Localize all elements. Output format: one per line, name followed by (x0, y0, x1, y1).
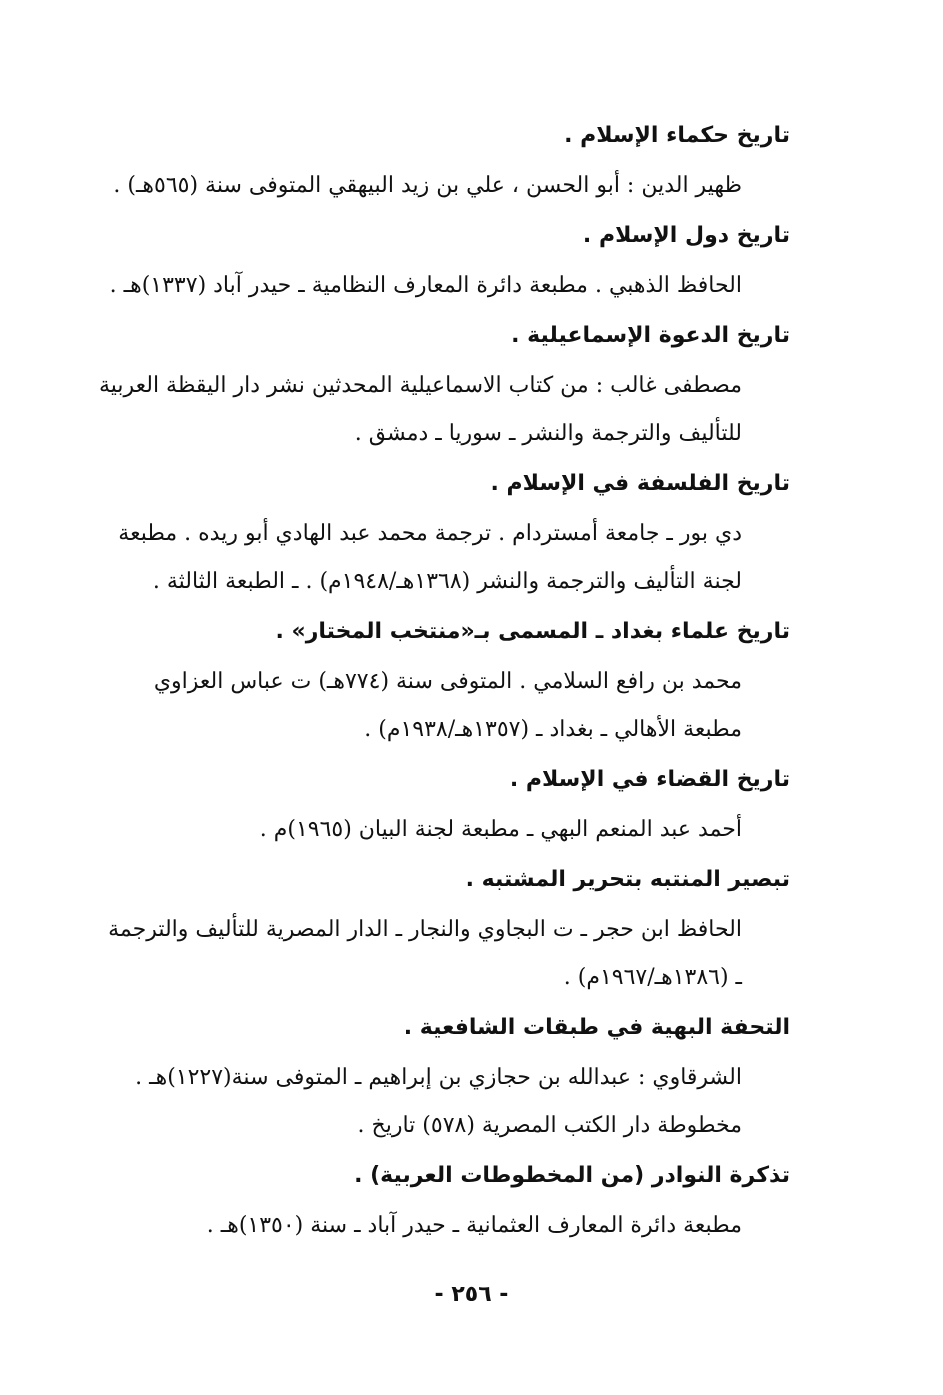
bibliography-entry (100, 862, 790, 1002)
bibliography-entry (100, 218, 790, 310)
entry-title: تاريخ الدعوة الإسماعيلية . (511, 323, 790, 348)
entry-details (100, 658, 790, 754)
entry-detail-line: لجنة التأليف والترجمة والنشر (١٣٦٨هـ/١٩٤٨م) . ـ الطبعة الثالثة . (152, 569, 742, 594)
page-number: - ٢٥٦ - (434, 1282, 509, 1307)
entry-detail-line: الحافظ الذهبي . مطبعة دائرة المعارف النظامية ـ حيدر آباد (١٣٣٧)هـ . (109, 273, 742, 298)
entry-title: تاريخ دول الإسلام . (582, 223, 790, 248)
entry-details (100, 510, 790, 606)
entry-details (100, 362, 790, 458)
entry-title: تذكرة النوادر (من المخطوطات العربية) . (354, 1163, 790, 1188)
entry-detail-line: مطبعة دائرة المعارف العثمانية ـ حيدر آباد ـ سنة (١٣٥٠)هـ . (206, 1213, 742, 1238)
entry-title: تاريخ حكماء الإسلام . (564, 123, 790, 148)
bibliography-entry (100, 1158, 790, 1250)
entry-detail-line: مصطفى غالب : من كتاب الاسماعيلية المحدثين نشر دار اليقظة العربية (98, 373, 742, 398)
entry-details (100, 906, 790, 1002)
bibliography-entry (100, 614, 790, 754)
entry-detail-line: مطبعة الأهالي ـ بغداد ـ (١٣٥٧هـ/١٩٣٨م) . (364, 717, 742, 742)
entry-detail-line: ـ (١٣٨٦هـ/١٩٦٧م) . (563, 965, 742, 990)
bibliography-entry (100, 466, 790, 606)
bibliography-entry (100, 762, 790, 854)
entry-detail-line: الحافظ ابن حجر ـ ت البجاوي والنجار ـ الدار المصرية للتأليف والترجمة (108, 917, 742, 942)
entry-detail-line: الشرقاوي : عبدالله بن حجازي بن إبراهيم ـ المتوفى سنة(١٢٢٧)هـ . (135, 1065, 742, 1090)
entry-title: تاريخ الفلسفة في الإسلام . (490, 471, 790, 496)
entry-details (100, 1202, 790, 1250)
bibliography-list (100, 118, 790, 1258)
entry-details (100, 1054, 790, 1150)
entry-title: تبصير المنتبه بتحرير المشتبه . (465, 867, 790, 892)
entry-title: التحفة البهية في طبقات الشافعية . (403, 1015, 790, 1040)
entry-detail-line: محمد بن رافع السلامي . المتوفى سنة (٧٧٤هـ) ت عباس العزاوي (153, 669, 742, 694)
entry-detail-line: للتأليف والترجمة والنشر ـ سوريا ـ دمشق . (354, 421, 742, 446)
entry-detail-line: أحمد عبد المنعم البهي ـ مطبعة لجنة البيان (١٩٦٥)م . (259, 817, 742, 842)
entry-details (100, 262, 790, 310)
entry-detail-line: ظهير الدين : أبو الحسن ، علي بن زيد البيهقي المتوفى سنة (٥٦٥هـ) . (113, 173, 742, 198)
bibliography-entry (100, 318, 790, 458)
bibliography-entry (100, 1010, 790, 1150)
entry-details (100, 162, 790, 210)
entry-title: تاريخ علماء بغداد ـ المسمى بـ«منتخب المختار» . (275, 619, 790, 644)
entry-title: تاريخ القضاء في الإسلام . (509, 767, 790, 792)
entry-detail-line: مخطوطة دار الكتب المصرية (٥٧٨) تاريخ . (357, 1113, 742, 1138)
bibliography-entry (100, 118, 790, 210)
entry-detail-line: دي بور ـ جامعة أمستردام . ترجمة محمد عبد الهادي أبو ريده . مطبعة (118, 521, 742, 546)
entry-details (100, 806, 790, 854)
